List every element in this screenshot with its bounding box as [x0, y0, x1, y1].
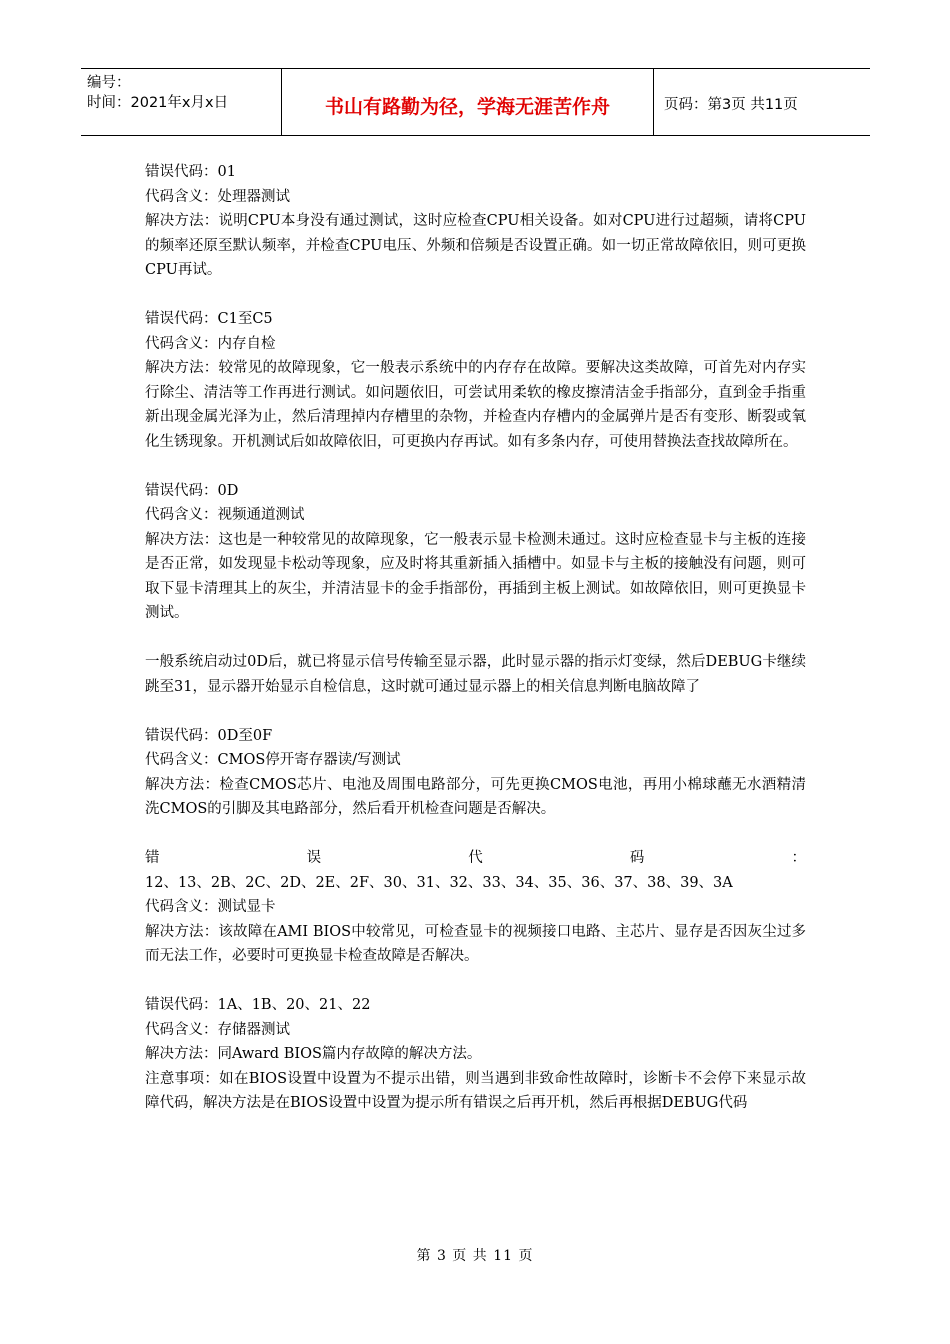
spread-char: 码: [629, 850, 645, 866]
error-block: [145, 307, 806, 454]
error-code: 错误代码：C1至C5: [145, 311, 273, 327]
error-block: [145, 993, 806, 1116]
error-code-spread: [145, 846, 806, 871]
info-paragraph: 一般系统启动过0D后，就已将显示信号传输至显示器，此时显示器的指示灯变绿，然后DEBUG卡继续跳至31，显示器开始显示自检信息，这时就可通过显示器上的相关信息判断电脑故障了: [145, 654, 806, 695]
error-block: [145, 846, 806, 969]
solution-text: 解决方法：这也是一种较常见的故障现象，它一般表示显卡检测未通过。这时应检查显卡与主板的连接是否正常，如发现显卡松动等现象，应及时将其重新插入插槽中。如显卡与主板的接触没有问题，则可取下显卡清理其上的灰尘，并清洁显卡的金手指部份，再插到主板上测试。如故障依旧，则可更换显卡测试。: [145, 531, 806, 621]
solution-text: 解决方法：说明CPU本身没有通过测试，这时应检查CPU相关设备。如对CPU进行过超频，请将CPU的频率还原至默认频率，并检查CPU电压、外频和倍频是否设置正确。如一切正常故障依旧，则可更换CPU再试。: [145, 213, 806, 278]
spread-char: 代: [468, 850, 483, 866]
error-code: 错误代码：01: [145, 164, 236, 180]
error-block: [145, 479, 806, 626]
error-block: [145, 724, 806, 822]
page-header: [81, 68, 870, 136]
info-paragraph-block: [145, 650, 806, 699]
error-code: 错误代码：1A、1B、20、21、22: [145, 997, 371, 1013]
code-meaning: 代码含义：存储器测试: [145, 1021, 290, 1038]
spread-char: 错: [145, 850, 160, 866]
code-meaning: 代码含义：内存自检: [145, 335, 276, 352]
error-code-values: 12、13、2B、2C、2D、2E、2F、30、31、32、33、34、35、36、37、38、39、3A: [145, 874, 733, 891]
motto-text: 书山有路勤为径，学海无涯苦作舟: [324, 95, 610, 118]
page-info: 页码：第3页 共11页: [664, 97, 798, 113]
code-meaning: 代码含义：视频通道测试: [145, 507, 305, 523]
error-code: 错误代码：0D: [145, 482, 239, 499]
date-label: 时间：2021年x月x日: [87, 95, 229, 111]
number-label: 编号：: [87, 75, 131, 91]
footer-page-number: 第 3 页 共 11 页: [416, 1248, 534, 1264]
motto-cell: [281, 69, 654, 135]
note-text: 注意事项：如在BIOS设置中设置为不提示出错，则当遇到非致命性故障时，诊断卡不会停下来显示故障代码，解决方法是在BIOS设置中设置为提示所有错误之后再开机，然后再根据DEBUG代码: [145, 1070, 806, 1111]
error-code: 错误代码：0D至0F: [145, 727, 273, 744]
code-meaning: 代码含义：测试显卡: [145, 899, 276, 915]
error-block: [145, 160, 806, 283]
spread-char: ：: [791, 850, 806, 866]
solution-text: 解决方法：较常见的故障现象，它一般表示系统中的内存存在故障。要解决这类故障，可首先对内存实行除尘、清洁等工作再进行测试。如问题依旧，可尝试用柔软的橡皮擦清洁金手指部分，直到金手指重新出现金属光泽为止，然后清理掉内存槽里的杂物，并检查内存槽内的金属弹片是否有变形、断裂或氧化生锈现象。开机测试后如故障依旧，可更换内存再试。如有多条内存，可使用替换法查找故障所在。: [145, 360, 806, 450]
code-meaning: 代码含义：处理器测试: [145, 188, 290, 205]
solution-text: 解决方法：检查CMOS芯片、电池及周围电路部分，可先更换CMOS电池，再用小棉球蘸无水酒精清洗CMOS的引脚及其电路部分，然后看开机检查问题是否解决。: [145, 776, 806, 817]
page-footer: [0, 1245, 950, 1265]
document-body: [145, 160, 806, 1140]
spread-char: 误: [306, 850, 322, 866]
solution-text: 解决方法：同Award BIOS篇内存故障的解决方法。: [145, 1046, 482, 1062]
header-left-cell: [81, 69, 281, 135]
code-meaning: 代码含义：CMOS停开寄存器读/写测试: [145, 752, 401, 768]
header-right-cell: [654, 69, 870, 135]
solution-text: 解决方法：该故障在AMI BIOS中较常见，可检查显卡的视频接口电路、主芯片、显存是否因灰尘过多而无法工作，必要时可更换显卡检查故障是否解决。: [145, 923, 806, 964]
